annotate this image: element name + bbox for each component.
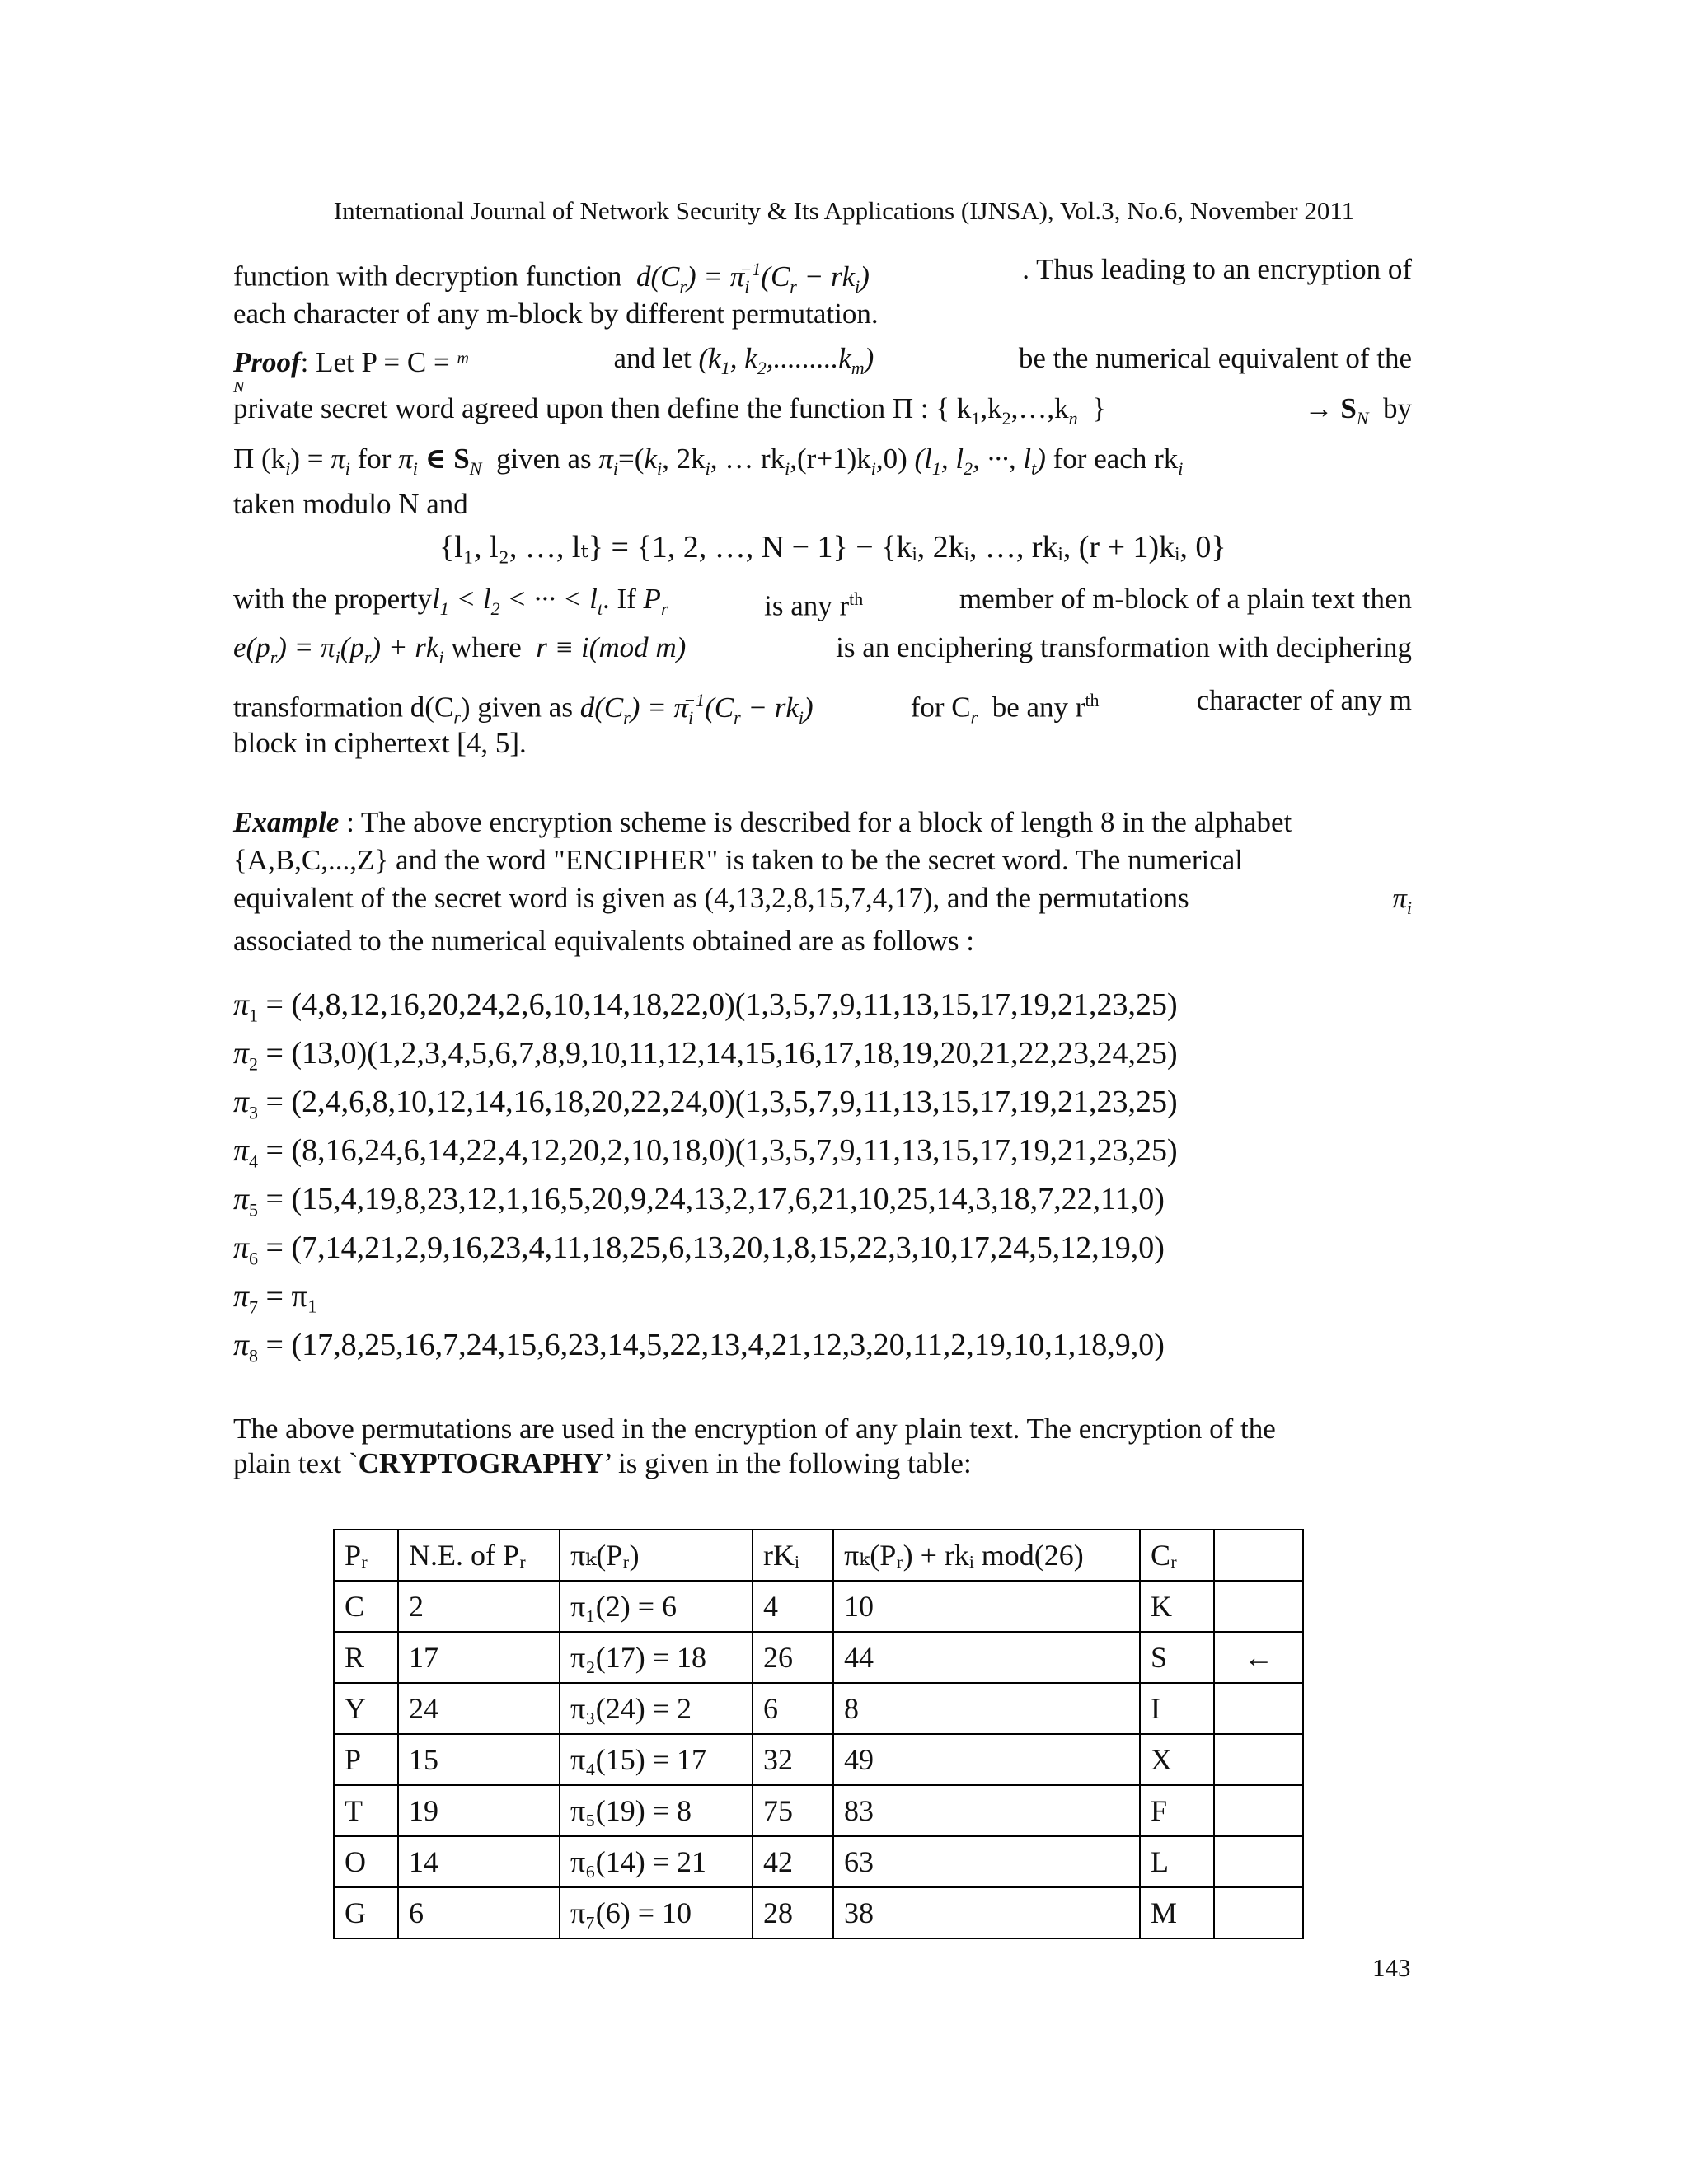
table-cell-p: Y bbox=[334, 1683, 398, 1734]
text: is an enciphering transformation with deciphering bbox=[836, 631, 1412, 663]
permutation-line: $\pi_4 = (8,16,24,6,14,22,4,12,20,2,10,18,0)(1,3,5,7,9,11,13,15,17,19,21,23,25)$ bbox=[233, 1133, 1178, 1172]
set-equation: {l₁, l₂, …, lₜ} = {1, 2, …, N − 1} − {kᵢ, 2kᵢ, …, rkᵢ, (r + 1)kᵢ, 0} bbox=[439, 530, 1226, 565]
table-cell-pi: π₃(24) = 2 bbox=[560, 1683, 753, 1734]
table-cell-rk: 26 bbox=[753, 1632, 833, 1683]
table-cell-pi: π₂(17) = 18 bbox=[560, 1632, 753, 1683]
text-span: and let ($k_1$, $k_2,.........k_m$) bbox=[613, 342, 874, 378]
proof-line: Π $(k_i) = \pi_i$ for $\pi_i$ ∈ $S_N$ given as $\pi_i=(k_i$, $2k_i$, … $rk_i,(r+1)k_i,0$) ($l_1$, $l_2$, ···, $l_t$) for each $rk_i$ bbox=[233, 443, 1184, 479]
example-line bbox=[233, 880, 1412, 926]
table-cell-p: O bbox=[334, 1836, 398, 1887]
proof-line bbox=[233, 581, 1412, 627]
header-cell: πₖ(Pᵣ) + rkᵢ mod(26) bbox=[833, 1530, 1140, 1581]
table-cell-p: R bbox=[334, 1632, 398, 1683]
table-cell-p: T bbox=[334, 1785, 398, 1836]
table-row bbox=[334, 1836, 1303, 1887]
table-cell-pi: π₁(2) = 6 bbox=[560, 1581, 753, 1632]
table-cell-c: X bbox=[1140, 1734, 1214, 1785]
table-cell-mark: ← bbox=[1214, 1632, 1303, 1683]
table-cell-ne: 2 bbox=[398, 1581, 560, 1632]
proof-line bbox=[233, 391, 1412, 437]
header-cell: Pᵣ bbox=[334, 1530, 398, 1581]
z-n-symbol: m N bbox=[233, 349, 469, 396]
closing-line: plain text `CRYPTOGRAPHY’ is given in the following table: bbox=[233, 1447, 972, 1479]
table-cell-c: L bbox=[1140, 1836, 1214, 1887]
text: be the numerical equivalent of the bbox=[1018, 342, 1412, 374]
table-cell-mark bbox=[1214, 1836, 1303, 1887]
page-number: 143 bbox=[1372, 1953, 1411, 1982]
table-cell-mark bbox=[1214, 1683, 1303, 1734]
table-cell-c: F bbox=[1140, 1785, 1214, 1836]
table-cell-c: S bbox=[1140, 1632, 1214, 1683]
table-row bbox=[334, 1683, 1303, 1734]
header-cell: N.E. of Pᵣ bbox=[398, 1530, 560, 1581]
table-row bbox=[334, 1632, 1303, 1683]
example-label: Example bbox=[233, 806, 340, 838]
table-cell-pi: π₇(6) = 10 bbox=[560, 1887, 753, 1938]
table-cell-rk: 28 bbox=[753, 1887, 833, 1938]
table-cell-pi: π₅(19) = 8 bbox=[560, 1785, 753, 1836]
decryption-formula: $d(C_r) = \pi_i^{-1}(C_r - rk_i)$ bbox=[635, 259, 870, 297]
table-cell-ne: 15 bbox=[398, 1734, 560, 1785]
table-cell-ne: 19 bbox=[398, 1785, 560, 1836]
permutation-line: $\pi_1 = (4,8,12,16,20,24,2,6,10,14,18,22,0)(1,3,5,7,9,11,13,15,17,19,21,23,25)$ bbox=[233, 987, 1178, 1026]
text-span: for $C_r$ be any $r^{th}$ bbox=[910, 690, 1100, 728]
header-cell bbox=[1214, 1530, 1303, 1581]
table-cell-rk: 4 bbox=[753, 1581, 833, 1632]
table-cell-ne: 17 bbox=[398, 1632, 560, 1683]
encryption-table bbox=[333, 1529, 1304, 1939]
text: function with decryption function bbox=[233, 260, 622, 293]
text-span: transformation $d(C_r)$ given as $d(C_r) = \pi_i^{-1}(C_r - rk_i)$ bbox=[233, 690, 814, 728]
table-cell-c: M bbox=[1140, 1887, 1214, 1938]
table-cell-mark bbox=[1214, 1785, 1303, 1836]
table-cell-pi: π₆(14) = 21 bbox=[560, 1836, 753, 1887]
pi-symbol: $\pi_i$ bbox=[1392, 882, 1412, 918]
table-row bbox=[334, 1734, 1303, 1785]
table-cell-mark bbox=[1214, 1887, 1303, 1938]
header-cell: rKᵢ bbox=[753, 1530, 833, 1581]
permutation-line: $\pi_6 = (7,14,21,2,9,16,23,4,11,18,25,6,13,20,1,8,15,22,3,10,17,24,5,12,19,0)$ bbox=[233, 1230, 1165, 1269]
table-cell-sum: 83 bbox=[833, 1785, 1140, 1836]
table-cell-ne: 24 bbox=[398, 1683, 560, 1734]
table-cell-sum: 44 bbox=[833, 1632, 1140, 1683]
table-cell-sum: 8 bbox=[833, 1683, 1140, 1734]
table-cell-rk: 42 bbox=[753, 1836, 833, 1887]
table-header-row bbox=[334, 1530, 1303, 1581]
table-cell-sum: 63 bbox=[833, 1836, 1140, 1887]
table-cell-ne: 14 bbox=[398, 1836, 560, 1887]
table-cell-rk: 6 bbox=[753, 1683, 833, 1734]
proof-line: taken modulo N and bbox=[233, 488, 468, 520]
text-span: → $S_N$ by bbox=[1304, 392, 1412, 429]
para-line: each character of any m-block by different permutation. bbox=[233, 298, 879, 330]
text-span: private secret word agreed upon then define the function Π : { $k_1,k_2,\dots,k_n$ } bbox=[233, 392, 1106, 429]
table-cell-sum: 38 bbox=[833, 1887, 1140, 1938]
permutation-line: $\pi_8 = (17,8,25,16,7,24,15,6,23,14,5,22,13,4,21,12,3,20,11,2,19,10,1,18,9,0)$ bbox=[233, 1328, 1165, 1366]
table-cell-rk: 32 bbox=[753, 1734, 833, 1785]
table-cell-p: C bbox=[334, 1581, 398, 1632]
table-cell-pi: π₄(15) = 17 bbox=[560, 1734, 753, 1785]
text: member of m-block of a plain text then bbox=[959, 583, 1412, 615]
header-cell: Cᵣ bbox=[1140, 1530, 1214, 1581]
example-line bbox=[233, 804, 1412, 841]
text-span: with the propertyl$_1$ < $l_2$ < ··· < $l_t$. If $P_r$ bbox=[233, 583, 668, 619]
proof-line: block in ciphertext [4, 5]. bbox=[233, 727, 527, 759]
table-cell-sum: 49 bbox=[833, 1734, 1140, 1785]
table-cell-c: I bbox=[1140, 1683, 1214, 1734]
example-line: associated to the numerical equivalents obtained are as follows : bbox=[233, 925, 975, 957]
table-cell-mark bbox=[1214, 1734, 1303, 1785]
table-cell-p: G bbox=[334, 1887, 398, 1938]
table-row bbox=[334, 1887, 1303, 1938]
table-cell-rk: 75 bbox=[753, 1785, 833, 1836]
plaintext-word: CRYPTOGRAPHY bbox=[358, 1447, 604, 1479]
table-cell-c: K bbox=[1140, 1581, 1214, 1632]
permutation-line: $\pi_2 = (13,0)(1,2,3,4,5,6,7,8,9,10,11,12,14,15,16,17,18,19,20,21,22,23,24,25)$ bbox=[233, 1036, 1178, 1075]
closing-line: The above permutations are used in the encryption of any plain text. The encryption of the bbox=[233, 1413, 1276, 1445]
text: : Let P = C = bbox=[300, 346, 450, 378]
text: and let bbox=[613, 342, 692, 374]
proof-line bbox=[233, 630, 1412, 676]
text-span: Example : The above encryption scheme is described for a block of length 8 in the alphabet bbox=[233, 806, 1292, 838]
text-span: is any $r^{th}$ bbox=[764, 588, 864, 622]
text: . Thus leading to an encryption of bbox=[1022, 253, 1412, 285]
proof-label: Proof bbox=[233, 346, 301, 378]
journal-header: International Journal of Network Security & Its Applications (IJNSA), Vol.3, No.6, November 2011 bbox=[333, 196, 1355, 225]
table-cell-p: P bbox=[334, 1734, 398, 1785]
table-cell-sum: 10 bbox=[833, 1581, 1140, 1632]
permutation-line: $\pi_3 = (2,4,6,8,10,12,14,16,18,20,22,24,0)(1,3,5,7,9,11,13,15,17,19,21,23,25)$ bbox=[233, 1085, 1178, 1123]
table-cell-ne: 6 bbox=[398, 1887, 560, 1938]
example-line: {A,B,C,...,Z} and the word "ENCIPHER" is taken to be the secret word. The numerical bbox=[233, 844, 1244, 876]
permutation-line: $\pi_7 = \pi_1$ bbox=[233, 1279, 318, 1318]
header-cell: πₖ(Pᵣ) bbox=[560, 1530, 753, 1581]
table-cell-mark bbox=[1214, 1581, 1303, 1632]
text: character of any m bbox=[1196, 684, 1412, 716]
table-row bbox=[334, 1581, 1303, 1632]
encryption-formula: $e(p_r) = \pi_i(p_r) + rk_i$ where r ≡ i(mod m) bbox=[233, 631, 687, 668]
permutation-line: $\pi_5 = (15,4,19,8,23,12,1,16,5,20,9,24,13,2,17,6,21,10,25,14,3,18,7,22,11,0)$ bbox=[233, 1182, 1165, 1221]
table-row bbox=[334, 1785, 1303, 1836]
text: equivalent of the secret word is given as (4,13,2,8,15,7,4,17), and the permutations bbox=[233, 882, 1189, 914]
